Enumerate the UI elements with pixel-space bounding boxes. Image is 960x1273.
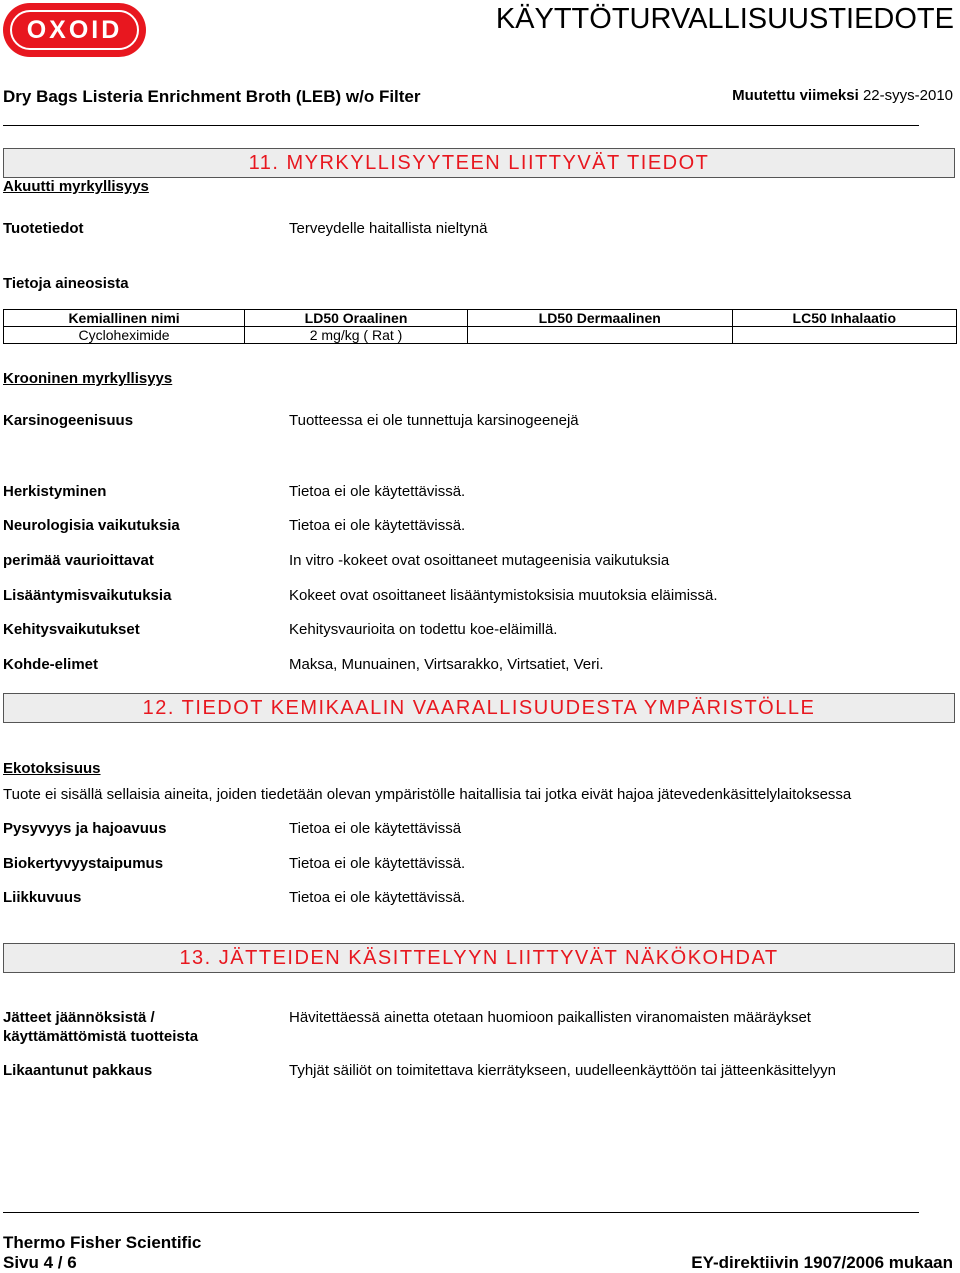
reproductive-label: Lisääntymisvaikutuksia — [3, 587, 172, 604]
mutagenic-value: In vitro -kokeet ovat osoittaneet mutageenisia vaikutuksia — [289, 552, 670, 569]
page-number: Sivu 4 / 6 — [3, 1253, 77, 1272]
logo-text: OXOID — [10, 10, 139, 50]
persistence-label: Pysyvyys ja hajoavuus — [3, 820, 167, 837]
section-13-title: 13. JÄTTEIDEN KÄSITTELYYN LIITTYVÄT NÄKÖKOHDAT — [3, 943, 955, 973]
bioaccumulation-value: Tietoa ei ole käytettävissä. — [289, 855, 466, 872]
waste-label-line2: käyttämättömistä tuotteista — [3, 1028, 199, 1045]
col-ld50-oral: LD50 Oraalinen — [245, 310, 468, 327]
revision-label: Muutettu viimeksi — [732, 87, 859, 104]
ecotoxicity-heading: Ekotoksisuus — [3, 760, 101, 777]
developmental-value: Kehitysvaurioita on todettu koe-eläimillä. — [289, 621, 558, 638]
target-organs-value: Maksa, Munuainen, Virtsarakko, Virtsatiet, Veri. — [289, 656, 604, 673]
reproductive-value: Kokeet ovat osoittaneet lisääntymistoksisia muutoksia eläimissä. — [289, 587, 718, 604]
header-divider — [3, 125, 919, 126]
cell-ld50-dermal — [467, 327, 732, 344]
target-organs-label: Kohde-elimet — [3, 656, 99, 673]
waste-value: Hävitettäessä ainetta otetaan huomioon paikallisten viranomaisten määräykset — [289, 1009, 811, 1026]
oxoid-logo — [3, 3, 146, 57]
section-12-title: 12. TIEDOT KEMIKAALIN VAARALLISUUDESTA YMPÄRISTÖLLE — [3, 693, 955, 723]
toxicity-table — [3, 309, 957, 344]
col-ld50-dermal: LD50 Dermaalinen — [467, 310, 732, 327]
mutagenic-label: perimää vaurioittavat — [3, 552, 154, 569]
product-info-value: Terveydelle haitallista nieltynä — [289, 220, 488, 237]
revision-info — [732, 87, 953, 104]
sensitisation-value: Tietoa ei ole käytettävissä. — [289, 483, 466, 500]
footer-divider — [3, 1212, 919, 1213]
product-info-label: Tuotetiedot — [3, 220, 84, 237]
neurological-label: Neurologisia vaikutuksia — [3, 517, 180, 534]
carcinogenicity-value: Tuotteessa ei ole tunnettuja karsinogeenejä — [289, 412, 579, 429]
persistence-value: Tietoa ei ole käytettävissä — [289, 820, 462, 837]
cell-lc50-inhalation — [732, 327, 956, 344]
ecotoxicity-text: Tuote ei sisällä sellaisia aineita, joiden tiedetään olevan ympäristölle haitallisia tai jotka eivät hajoa jätevedenkäsittelylaitoksessa — [3, 786, 852, 803]
table-row — [4, 327, 957, 344]
ingredients-heading: Tietoja aineosista — [3, 275, 129, 292]
col-lc50-inhalation: LC50 Inhalaatio — [732, 310, 956, 327]
table-header-row — [4, 310, 957, 327]
mobility-label: Liikkuvuus — [3, 889, 82, 906]
section-11-title: 11. MYRKYLLISYYTEEN LIITTYVÄT TIEDOT — [3, 148, 955, 178]
developmental-label: Kehitysvaikutukset — [3, 621, 140, 638]
sensitisation-label: Herkistyminen — [3, 483, 107, 500]
neurological-value: Tietoa ei ole käytettävissä. — [289, 517, 466, 534]
col-chemical-name: Kemiallinen nimi — [4, 310, 245, 327]
revision-date: 22-syys-2010 — [862, 87, 953, 104]
cell-chemical-name: Cycloheximide — [4, 327, 245, 344]
mobility-value: Tietoa ei ole käytettävissä. — [289, 889, 466, 906]
bioaccumulation-label: Biokertyvyystaipumus — [3, 855, 164, 872]
packaging-label: Likaantunut pakkaus — [3, 1062, 153, 1079]
packaging-value: Tyhjät säiliöt on toimitettava kierrätykseen, uudelleenkäyttöön tai jätteenkäsittelyyn — [289, 1062, 836, 1079]
acute-toxicity-heading: Akuutti myrkyllisyys — [3, 178, 149, 195]
cell-ld50-oral: 2 mg/kg ( Rat ) — [245, 327, 468, 344]
chronic-toxicity-heading: Krooninen myrkyllisyys — [3, 370, 173, 387]
directive-reference: EY-direktiivin 1907/2006 mukaan — [691, 1253, 953, 1272]
product-name: Dry Bags Listeria Enrichment Broth (LEB) w/o Filter — [3, 87, 421, 106]
carcinogenicity-label: Karsinogeenisuus — [3, 412, 134, 429]
waste-label-line1: Jätteet jäännöksistä / — [3, 1009, 155, 1026]
document-title: KÄYTTÖTURVALLISUUSTIEDOTE — [495, 3, 954, 35]
company-name: Thermo Fisher Scientific — [3, 1233, 202, 1252]
